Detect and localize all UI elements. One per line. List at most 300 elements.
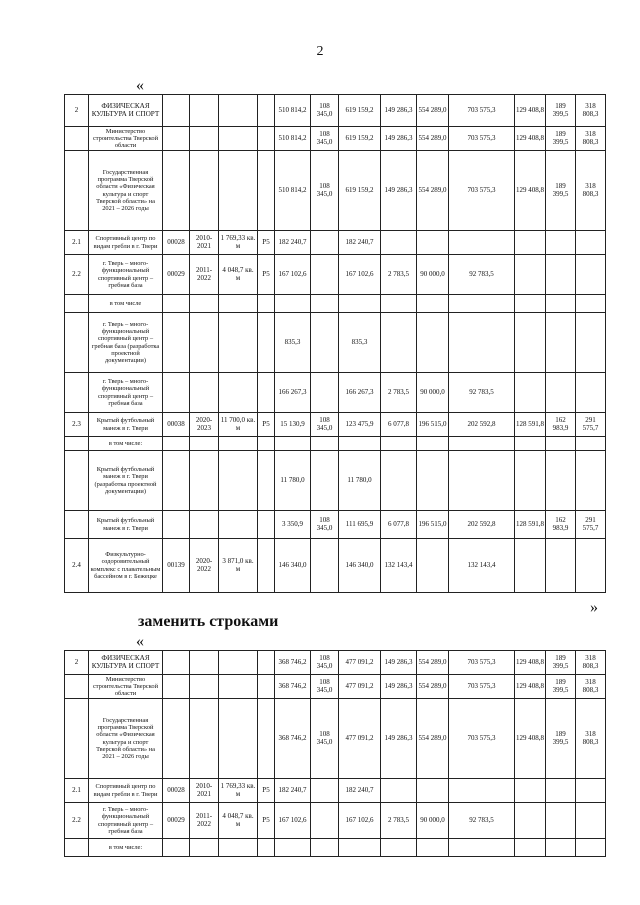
value-cell [417, 839, 449, 857]
value-cell: 182 240,7 [339, 231, 381, 255]
value-cell [311, 451, 339, 511]
opening-quote-top: « [136, 77, 144, 94]
value-cell [258, 313, 275, 373]
original-rows-table [64, 94, 606, 593]
value-cell [449, 231, 515, 255]
value-cell [219, 151, 258, 231]
row-number-cell [65, 127, 89, 151]
value-cell [576, 539, 606, 593]
value-cell: 2010-2021 [190, 779, 219, 803]
value-cell [258, 295, 275, 313]
value-cell: 619 159,2 [339, 151, 381, 231]
value-cell: 92 783,5 [449, 803, 515, 839]
value-cell [381, 839, 417, 857]
value-cell: 835,3 [275, 313, 311, 373]
value-cell: 166 267,3 [275, 373, 311, 413]
value-cell: 835,3 [339, 313, 381, 373]
value-cell [515, 539, 546, 593]
table-row [65, 231, 606, 255]
value-cell: 291 575,7 [576, 413, 606, 437]
value-cell: 182 240,7 [275, 779, 311, 803]
row-name-cell: Крытый футбольный манеж в г. Твери [89, 413, 163, 437]
value-cell: 368 746,2 [275, 675, 311, 699]
value-cell: 123 475,9 [339, 413, 381, 437]
value-cell: 108 345,0 [311, 651, 339, 675]
value-cell: 167 102,6 [275, 803, 311, 839]
value-cell [515, 231, 546, 255]
value-cell: 318 808,3 [576, 95, 606, 127]
value-cell: 6 077,8 [381, 413, 417, 437]
value-cell: 129 408,8 [515, 651, 546, 675]
value-cell [219, 675, 258, 699]
value-cell [311, 231, 339, 255]
table-row [65, 437, 606, 451]
value-cell: 108 345,0 [311, 127, 339, 151]
value-cell [449, 839, 515, 857]
value-cell: 90 000,0 [417, 255, 449, 295]
value-cell: 11 780,0 [339, 451, 381, 511]
row-name-cell: ФИЗИЧЕСКАЯ КУЛЬТУРА И СПОРТ [89, 651, 163, 675]
value-cell [417, 437, 449, 451]
value-cell [163, 511, 190, 539]
value-cell [381, 231, 417, 255]
value-cell [576, 231, 606, 255]
value-cell: 510 814,2 [275, 127, 311, 151]
value-cell [190, 437, 219, 451]
value-cell [258, 127, 275, 151]
value-cell: 182 240,7 [339, 779, 381, 803]
value-cell: 196 515,0 [417, 413, 449, 437]
value-cell: 3 350,9 [275, 511, 311, 539]
value-cell [258, 151, 275, 231]
table-row [65, 539, 606, 593]
value-cell: Р5 [258, 803, 275, 839]
row-name-cell: в том числе: [89, 839, 163, 857]
table-row [65, 255, 606, 295]
value-cell: 149 286,3 [381, 699, 417, 779]
value-cell: 189 399,5 [546, 127, 576, 151]
value-cell: 477 091,2 [339, 699, 381, 779]
value-cell: 92 783,5 [449, 255, 515, 295]
value-cell: 4 048,7 кв. м [219, 803, 258, 839]
value-cell: 162 983,9 [546, 413, 576, 437]
opening-quote-bottom: « [136, 633, 144, 650]
value-cell: 318 808,3 [576, 127, 606, 151]
value-cell [546, 451, 576, 511]
value-cell: Р5 [258, 255, 275, 295]
value-cell [190, 651, 219, 675]
value-cell: 146 340,0 [275, 539, 311, 593]
value-cell [219, 651, 258, 675]
value-cell [417, 231, 449, 255]
value-cell [576, 779, 606, 803]
row-number-cell [65, 839, 89, 857]
value-cell: 2 783,5 [381, 803, 417, 839]
value-cell: 146 340,0 [339, 539, 381, 593]
value-cell [381, 451, 417, 511]
value-cell: 554 289,0 [417, 675, 449, 699]
value-cell [258, 651, 275, 675]
value-cell [190, 451, 219, 511]
value-cell: 4 048,7 кв. м [219, 255, 258, 295]
row-name-cell: Государственная программа Тверской области «Физическая культура и спорт Тверской области» на 2021 – 2026 годы [89, 151, 163, 231]
value-cell [546, 295, 576, 313]
value-cell [546, 437, 576, 451]
replace-heading: заменить строками [138, 613, 279, 630]
row-name-cell: Спортивный центр по видам гребли в г. Твери [89, 231, 163, 255]
value-cell [190, 511, 219, 539]
table-row [65, 451, 606, 511]
value-cell: 00139 [163, 539, 190, 593]
value-cell: 703 575,3 [449, 651, 515, 675]
table-row [65, 675, 606, 699]
value-cell: 554 289,0 [417, 127, 449, 151]
value-cell [163, 151, 190, 231]
value-cell [258, 373, 275, 413]
value-cell [258, 95, 275, 127]
value-cell [515, 373, 546, 413]
value-cell [258, 511, 275, 539]
value-cell: 108 345,0 [311, 511, 339, 539]
row-number-cell [65, 699, 89, 779]
value-cell: 182 240,7 [275, 231, 311, 255]
value-cell [311, 313, 339, 373]
value-cell [576, 451, 606, 511]
value-cell [546, 839, 576, 857]
value-cell [576, 437, 606, 451]
value-cell: Р5 [258, 231, 275, 255]
value-cell [311, 373, 339, 413]
value-cell [339, 839, 381, 857]
value-cell [449, 313, 515, 373]
table-row [65, 803, 606, 839]
value-cell [258, 675, 275, 699]
row-number-cell [65, 511, 89, 539]
value-cell [515, 255, 546, 295]
value-cell [515, 779, 546, 803]
value-cell [546, 779, 576, 803]
value-cell: 554 289,0 [417, 651, 449, 675]
value-cell [163, 95, 190, 127]
value-cell [417, 313, 449, 373]
value-cell [163, 313, 190, 373]
value-cell: 00029 [163, 803, 190, 839]
value-cell [515, 803, 546, 839]
value-cell [258, 699, 275, 779]
value-cell [275, 839, 311, 857]
value-cell [546, 373, 576, 413]
value-cell: 510 814,2 [275, 95, 311, 127]
row-name-cell: Государственная программа Тверской области «Физическая культура и спорт Тверской области» на 2021 – 2026 годы [89, 699, 163, 779]
value-cell: 703 575,3 [449, 127, 515, 151]
value-cell: 189 399,5 [546, 95, 576, 127]
page-number: 2 [316, 44, 324, 59]
row-name-cell: ФИЗИЧЕСКАЯ КУЛЬТУРА И СПОРТ [89, 95, 163, 127]
value-cell: 108 345,0 [311, 413, 339, 437]
value-cell [546, 313, 576, 373]
value-cell: 149 286,3 [381, 651, 417, 675]
value-cell [546, 231, 576, 255]
value-cell: 00028 [163, 779, 190, 803]
value-cell: 166 267,3 [339, 373, 381, 413]
value-cell [163, 675, 190, 699]
value-cell [381, 313, 417, 373]
value-cell: 00038 [163, 413, 190, 437]
value-cell: 108 345,0 [311, 675, 339, 699]
value-cell: 703 575,3 [449, 699, 515, 779]
value-cell [219, 451, 258, 511]
value-cell [219, 295, 258, 313]
value-cell: 132 143,4 [381, 539, 417, 593]
value-cell [576, 373, 606, 413]
row-number-cell: 2.2 [65, 255, 89, 295]
table-row [65, 413, 606, 437]
value-cell: 3 871,0 кв. м [219, 539, 258, 593]
row-name-cell: г. Тверь – много-функциональный спортивный центр – гребная база [89, 373, 163, 413]
row-name-cell: Физкультурно-оздоровительный комплекс с плавательным бассейном в г. Бежецке [89, 539, 163, 593]
value-cell [449, 451, 515, 511]
value-cell: 11 780,0 [275, 451, 311, 511]
value-cell: 92 783,5 [449, 373, 515, 413]
value-cell [546, 539, 576, 593]
table-row [65, 151, 606, 231]
value-cell [258, 451, 275, 511]
value-cell [576, 839, 606, 857]
value-cell [449, 779, 515, 803]
value-cell: 149 286,3 [381, 95, 417, 127]
row-number-cell: 2.3 [65, 413, 89, 437]
value-cell [163, 127, 190, 151]
value-cell [275, 437, 311, 451]
value-cell: 368 746,2 [275, 699, 311, 779]
value-cell [381, 779, 417, 803]
value-cell [190, 373, 219, 413]
value-cell [163, 699, 190, 779]
value-cell [190, 839, 219, 857]
value-cell [219, 127, 258, 151]
value-cell: 703 575,3 [449, 151, 515, 231]
value-cell [311, 803, 339, 839]
value-cell [163, 295, 190, 313]
value-cell [576, 255, 606, 295]
value-cell: 619 159,2 [339, 127, 381, 151]
row-number-cell [65, 675, 89, 699]
value-cell: 90 000,0 [417, 803, 449, 839]
row-number-cell: 2 [65, 651, 89, 675]
row-name-cell: в том числе: [89, 437, 163, 451]
value-cell: 189 399,5 [546, 699, 576, 779]
value-cell: 189 399,5 [546, 151, 576, 231]
value-cell: 149 286,3 [381, 151, 417, 231]
row-name-cell: Министерство строительства Тверской области [89, 675, 163, 699]
value-cell: 149 286,3 [381, 127, 417, 151]
value-cell: 477 091,2 [339, 675, 381, 699]
value-cell [311, 779, 339, 803]
value-cell: 129 408,8 [515, 699, 546, 779]
value-cell [339, 437, 381, 451]
value-cell: 2010-2021 [190, 231, 219, 255]
value-cell: 111 695,9 [339, 511, 381, 539]
value-cell: 703 575,3 [449, 675, 515, 699]
value-cell: 149 286,3 [381, 675, 417, 699]
row-number-cell: 2.1 [65, 231, 89, 255]
value-cell: 162 983,9 [546, 511, 576, 539]
value-cell: 167 102,6 [339, 803, 381, 839]
row-number-cell [65, 437, 89, 451]
value-cell [381, 437, 417, 451]
value-cell [546, 255, 576, 295]
table-row [65, 313, 606, 373]
value-cell: 318 808,3 [576, 675, 606, 699]
value-cell: 167 102,6 [275, 255, 311, 295]
table-row [65, 511, 606, 539]
value-cell [163, 651, 190, 675]
value-cell [219, 437, 258, 451]
value-cell [275, 295, 311, 313]
table-row [65, 295, 606, 313]
row-number-cell: 2 [65, 95, 89, 127]
value-cell [190, 95, 219, 127]
row-number-cell: 2.2 [65, 803, 89, 839]
value-cell [311, 839, 339, 857]
value-cell [190, 127, 219, 151]
value-cell [219, 699, 258, 779]
value-cell [546, 803, 576, 839]
row-number-cell [65, 313, 89, 373]
value-cell: 129 408,8 [515, 95, 546, 127]
value-cell [515, 839, 546, 857]
value-cell: 318 808,3 [576, 651, 606, 675]
table-row [65, 373, 606, 413]
value-cell: Р5 [258, 779, 275, 803]
value-cell: 129 408,8 [515, 675, 546, 699]
value-cell [190, 295, 219, 313]
row-number-cell: 2.4 [65, 539, 89, 593]
value-cell [417, 779, 449, 803]
value-cell: 368 746,2 [275, 651, 311, 675]
value-cell [381, 295, 417, 313]
value-cell [190, 675, 219, 699]
value-cell: 2 783,5 [381, 255, 417, 295]
value-cell: 129 408,8 [515, 151, 546, 231]
row-number-cell: 2.1 [65, 779, 89, 803]
row-name-cell: г. Тверь – много-функциональный спортивный центр – гребная база (разработка проектной документации) [89, 313, 163, 373]
value-cell: 2011-2022 [190, 803, 219, 839]
value-cell [576, 803, 606, 839]
value-cell [515, 313, 546, 373]
row-number-cell [65, 451, 89, 511]
value-cell [576, 295, 606, 313]
table-row [65, 779, 606, 803]
row-name-cell: г. Тверь – много-функциональный спортивный центр – гребная база [89, 803, 163, 839]
replacement-rows-table [64, 650, 606, 857]
value-cell [163, 373, 190, 413]
value-cell: 6 077,8 [381, 511, 417, 539]
value-cell: 202 592,8 [449, 413, 515, 437]
value-cell [417, 539, 449, 593]
table-row [65, 95, 606, 127]
value-cell: 554 289,0 [417, 699, 449, 779]
row-name-cell: Крытый футбольный манеж в г. Твери (разработка проектной документации) [89, 451, 163, 511]
value-cell [311, 295, 339, 313]
value-cell: 90 000,0 [417, 373, 449, 413]
value-cell [190, 151, 219, 231]
value-cell: 2 783,5 [381, 373, 417, 413]
row-name-cell: г. Тверь – много-функциональный спортивный центр – гребная база [89, 255, 163, 295]
row-name-cell: Крытый футбольный манеж в г. Твери [89, 511, 163, 539]
value-cell: 477 091,2 [339, 651, 381, 675]
value-cell: 129 408,8 [515, 127, 546, 151]
value-cell: 202 592,8 [449, 511, 515, 539]
value-cell: 554 289,0 [417, 151, 449, 231]
value-cell [258, 839, 275, 857]
value-cell [219, 373, 258, 413]
value-cell [258, 539, 275, 593]
table-row [65, 699, 606, 779]
table-row [65, 127, 606, 151]
value-cell [163, 451, 190, 511]
value-cell [339, 295, 381, 313]
row-name-cell: Министерство строительства Тверской области [89, 127, 163, 151]
value-cell [190, 313, 219, 373]
value-cell [417, 451, 449, 511]
value-cell: 15 130,9 [275, 413, 311, 437]
value-cell: 196 515,0 [417, 511, 449, 539]
value-cell [515, 451, 546, 511]
value-cell: 318 808,3 [576, 151, 606, 231]
value-cell [311, 437, 339, 451]
value-cell: 189 399,5 [546, 651, 576, 675]
value-cell: 1 769,33 кв. м [219, 231, 258, 255]
row-number-cell [65, 373, 89, 413]
value-cell: 703 575,3 [449, 95, 515, 127]
value-cell: 00029 [163, 255, 190, 295]
value-cell: 318 808,3 [576, 699, 606, 779]
value-cell [163, 437, 190, 451]
value-cell [190, 699, 219, 779]
value-cell [515, 437, 546, 451]
value-cell [219, 95, 258, 127]
value-cell: 128 591,8 [515, 511, 546, 539]
value-cell: 108 345,0 [311, 151, 339, 231]
value-cell [258, 437, 275, 451]
value-cell [163, 839, 190, 857]
value-cell: 2020-2022 [190, 539, 219, 593]
value-cell [219, 313, 258, 373]
value-cell: 554 289,0 [417, 95, 449, 127]
value-cell [576, 313, 606, 373]
value-cell: 128 591,8 [515, 413, 546, 437]
value-cell: 108 345,0 [311, 699, 339, 779]
value-cell: 11 700,0 кв. м [219, 413, 258, 437]
value-cell [417, 295, 449, 313]
table-row [65, 651, 606, 675]
value-cell [515, 295, 546, 313]
closing-quote: » [590, 599, 598, 616]
value-cell [219, 511, 258, 539]
value-cell: 510 814,2 [275, 151, 311, 231]
value-cell [449, 437, 515, 451]
value-cell: 2020-2023 [190, 413, 219, 437]
value-cell: 108 345,0 [311, 95, 339, 127]
value-cell: 132 143,4 [449, 539, 515, 593]
row-number-cell [65, 295, 89, 313]
row-number-cell [65, 151, 89, 231]
value-cell [311, 539, 339, 593]
value-cell [311, 255, 339, 295]
value-cell [449, 295, 515, 313]
value-cell: 619 159,2 [339, 95, 381, 127]
